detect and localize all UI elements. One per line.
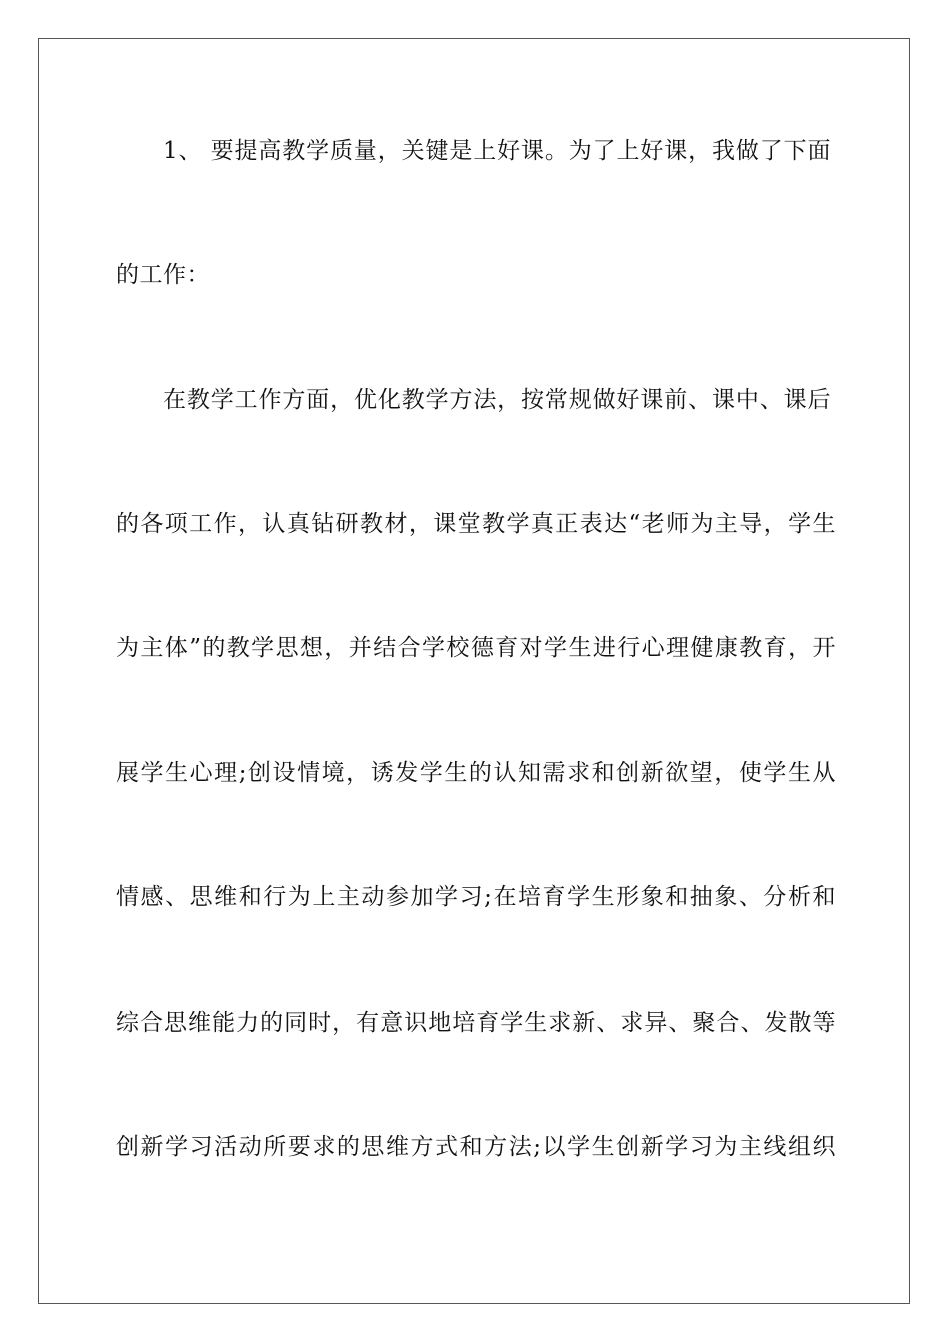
paragraph-2-line-5: 情感、思维和行为上主动参加学习;在培育学生形象和抽象、分析和 xyxy=(116,884,836,910)
paragraph-1-line-2: 的工作： xyxy=(116,262,210,288)
page-border xyxy=(38,38,910,1304)
paragraph-2-line-2: 的各项工作，认真钻研教材，课堂教学真正表达“老师为主导，学生 xyxy=(116,511,836,537)
paragraph-2-line-3: 为主体”的教学思想，并结合学校德育对学生进行心理健康教育，开 xyxy=(116,635,836,661)
paragraph-1-line-1: 1、 要提高教学质量，关键是上好课。为了上好课，我做了下面 xyxy=(163,138,831,164)
paragraph-2-line-1: 在教学工作方面，优化教学方法，按常规做好课前、课中、课后 xyxy=(163,387,831,413)
paragraph-2-line-4: 展学生心理;创设情境，诱发学生的认知需求和创新欲望，使学生从 xyxy=(116,760,836,786)
paragraph-2-line-7: 创新学习活动所要求的思维方式和方法;以学生创新学习为主线组织 xyxy=(116,1134,836,1160)
paragraph-2-line-6: 综合思维能力的同时，有意识地培育学生求新、求异、聚合、发散等 xyxy=(116,1010,836,1036)
